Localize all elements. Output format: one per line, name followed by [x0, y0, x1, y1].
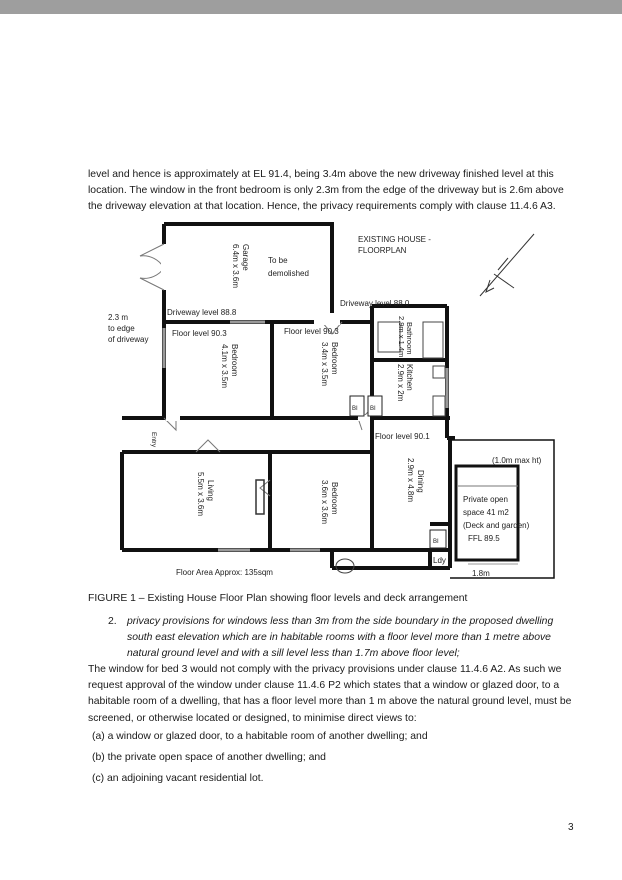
top-bar	[0, 0, 622, 14]
figure-caption: FIGURE 1 – Existing House Floor Plan showing floor levels and deck arrangement	[88, 593, 468, 604]
living-bay	[256, 480, 264, 514]
edge-note-3: of driveway	[108, 335, 149, 344]
bath-icon	[378, 322, 400, 352]
edge-note-1: 2.3 m	[108, 313, 129, 322]
pos-line-2: space 41 m2	[463, 508, 509, 517]
bi-label-1: BI	[352, 406, 358, 412]
item-number: 2.	[108, 616, 117, 627]
page-number: 3	[568, 822, 574, 833]
floor-level-dining: Floor level 90.1	[375, 432, 430, 441]
bi-label-3: BI	[433, 539, 439, 545]
stove-icon	[433, 396, 445, 416]
dining-dims: 2.9m x 4.8m	[406, 458, 415, 503]
floor-level-mid: Floor level 90.3	[284, 327, 339, 336]
garage-name: Garage	[241, 244, 250, 271]
kitchen-dims: 2.9m x 2m	[396, 364, 405, 402]
plan-title-2: FLOORPLAN	[358, 246, 407, 255]
max-height-note: (1.0m max ht)	[492, 456, 542, 465]
bedroom3-name: Bedroom	[330, 482, 339, 515]
laundry-label: Ldy	[433, 556, 446, 565]
paragraph-bed3: The window for bed 3 would not comply with the privacy provisions under clause 11.4.6 A2. As such we request approval of the window under clause 11.4.6 P2 which states that a window or glazed door, to a habitable room of a dwelling, that has a floor level more than 1 m above the natural ground level, must be screened, or otherwise located or designed, to minimise direct views to:	[88, 664, 572, 724]
bedroom1-dims: 4.1m x 3.5m	[220, 344, 229, 389]
north-arrow-icon	[480, 234, 534, 296]
floor-level-left: Floor level 90.3	[172, 329, 227, 338]
floor-area-label: Floor Area Approx: 135sqm	[176, 568, 273, 577]
list-b: (b) the private open space of another dwelling; and	[92, 752, 326, 763]
dining-name: Dining	[416, 470, 425, 493]
floor-plan	[100, 218, 560, 588]
ffl-label: FFL 89.5	[468, 534, 500, 543]
bathroom-name: Bathroom	[405, 322, 414, 355]
pos-line-3: (Deck and garden)	[463, 521, 530, 530]
list-item-2	[108, 614, 578, 663]
shower-icon	[423, 322, 443, 358]
bedroom2-dims: 3.4m x 3.5m	[320, 342, 329, 387]
entry-label: Entry	[150, 432, 157, 448]
item-text: privacy provisions for windows less than 3m from the side boundary in the proposed dwelling south east elevation which are in habitable rooms with a floor level more than 1 metre above natural ground level and with a sill level less than 1.7m above floor level;	[127, 616, 554, 660]
edge-note-2: to edge	[108, 324, 135, 333]
garage-note-1: To be	[268, 256, 288, 265]
garage-note-2: demolished	[268, 269, 309, 278]
list-a: (a) a window or glazed door, to a habitable room of another dwelling; and	[92, 731, 428, 742]
garage-dims: 6.4m x 3.6m	[231, 244, 240, 289]
kitchen-name: Kitchen	[405, 364, 414, 391]
living-name: Living	[206, 480, 215, 501]
living-dims: 5.5m x 3.6m	[196, 472, 205, 517]
bi-label-2: BI	[370, 406, 376, 412]
driveway-level-right: Driveway level 88.0	[340, 299, 410, 308]
list-c: (c) an adjoining vacant residential lot.	[92, 773, 264, 784]
pos-line-1: Private open	[463, 495, 508, 504]
plan-title-1: EXISTING HOUSE -	[358, 235, 431, 244]
bedroom1-name: Bedroom	[230, 344, 239, 377]
bedroom2-name: Bedroom	[330, 342, 339, 375]
driveway-level-left: Driveway level 88.8	[167, 308, 237, 317]
paragraph-driveway: level and hence is approximately at EL 91.4, being 3.4m above the new driveway finished level at this location. The window in the front bedroom is only 2.3m from the edge of the driveway but is 2.6m above the driveway elevation at that location. Hence, the privacy requirements comply with clause 11.4.6 A3.	[88, 169, 564, 213]
sink-icon	[433, 366, 445, 378]
width-label: 1.8m	[472, 569, 490, 578]
bedroom3-dims: 3.6m x 3.6m	[320, 480, 329, 525]
bathroom-dims: 2.9m x 1.4m	[397, 316, 406, 358]
